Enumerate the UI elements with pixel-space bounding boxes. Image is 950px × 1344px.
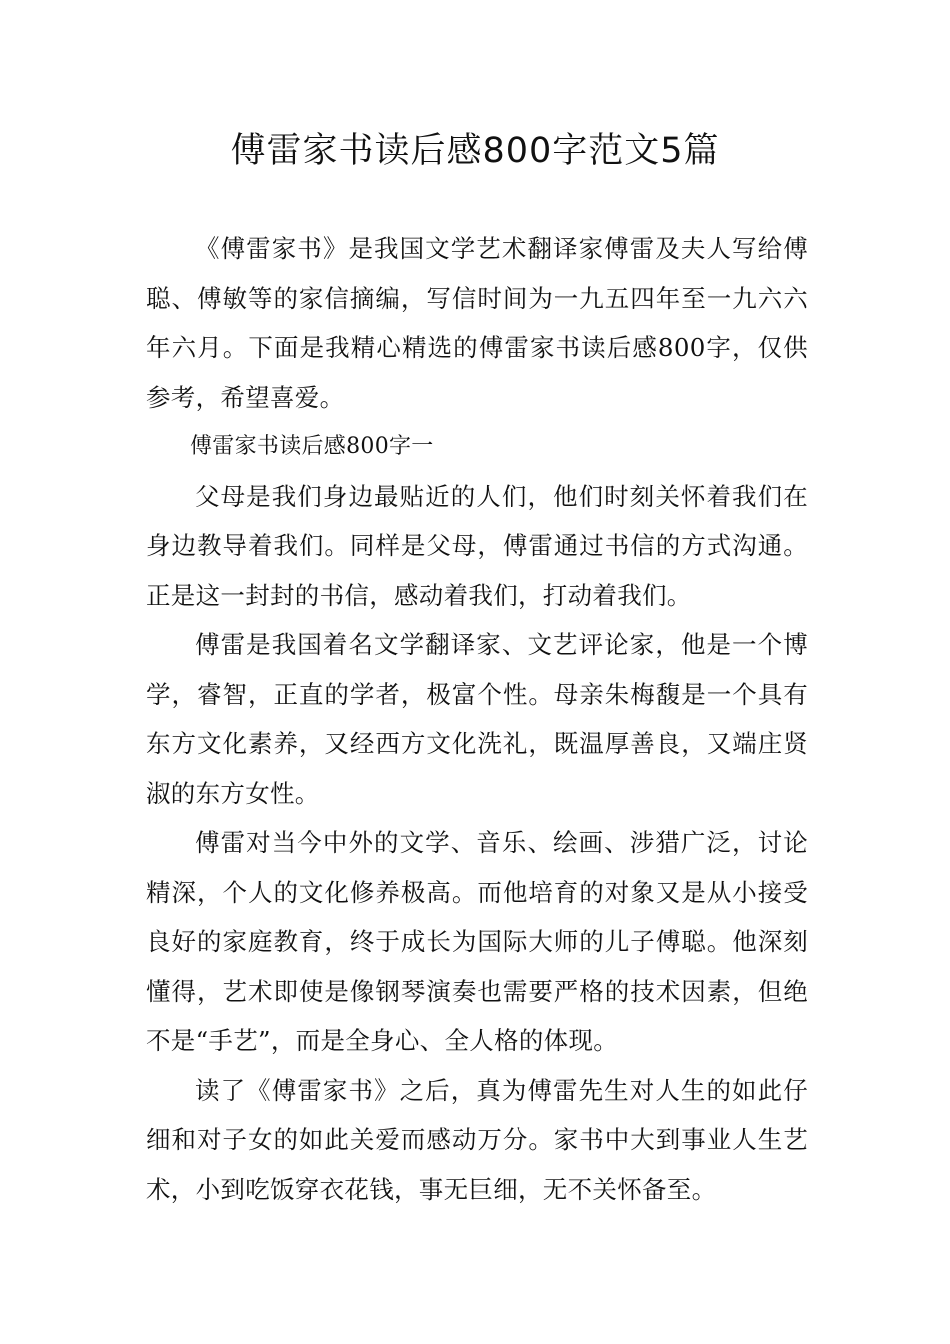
body-paragraph-4: 读了《傅雷家书》之后，真为傅雷先生对人生的如此仔细和对子女的如此关爱而感动万分。家书中大到事业人生艺术，小到吃饭穿衣花钱，事无巨细，无不关怀备至。: [146, 1075, 808, 1204]
intro-paragraph: 《傅雷家书》是我国文学艺术翻译家傅雷及夫人写给傅聪、傅敏等的家信摘编，写信时间为一九五四年至一九六六年六月。下面是我精心精选的傅雷家书读后感800字，仅供参考，希望喜爱。: [146, 234, 808, 412]
body-paragraph-2: 傅雷是我国着名文学翻译家、文艺评论家，他是一个博学，睿智，正直的学者，极富个性。母亲朱梅馥是一个具有东方文化素养，又经西方文化洗礼，既温厚善良，又端庄贤淑的东方女性。: [146, 630, 808, 808]
body-paragraph-1: 父母是我们身边最贴近的人们，他们时刻关怀着我们在身边教导着我们。同样是父母，傅雷通过书信的方式沟通。正是这一封封的书信，感动着我们，打动着我们。: [146, 481, 808, 610]
section-heading: 傅雷家书读后感800字一: [190, 434, 434, 459]
document-body: [146, 224, 808, 1214]
document-title: 傅雷家书读后感800字范文5篇: [230, 131, 720, 171]
body-paragraph-3: 傅雷对当今中外的文学、音乐、绘画、涉猎广泛，讨论精深，个人的文化修养极高。而他培育的对象又是从小接受良好的家庭教育，终于成长为国际大师的儿子傅聪。他深刻懂得，艺术即使是像钢琴演奏也需要严格的技术因素，但绝不是“手艺”，而是全身心、全人格的体现。: [146, 828, 808, 1055]
